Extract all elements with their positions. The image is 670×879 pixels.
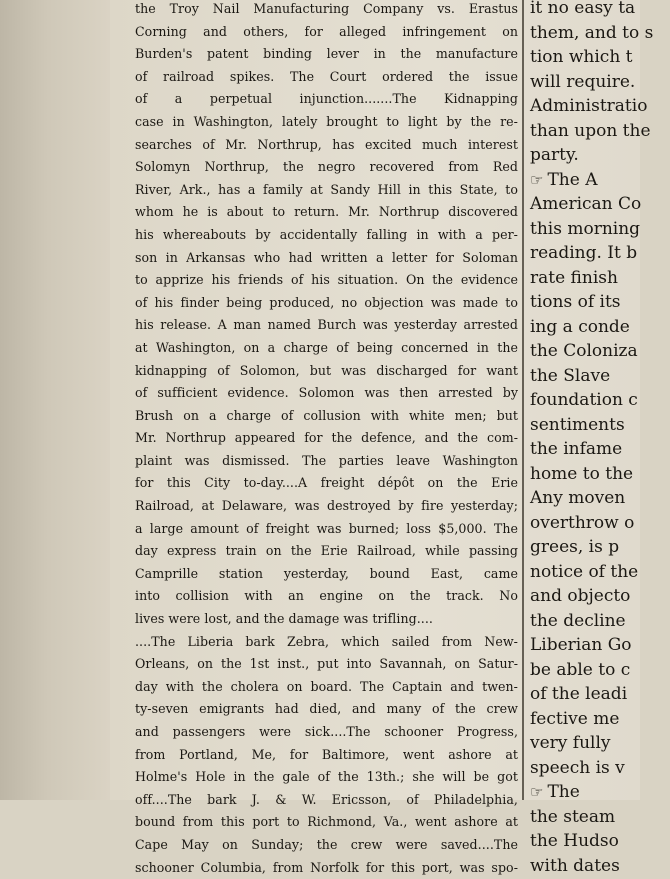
- article-line: it no easy ta: [530, 0, 636, 18]
- article-line: home to the: [530, 463, 634, 484]
- article-line-text: The: [547, 782, 580, 802]
- article-line: into collision with an engine on the track. No: [135, 588, 518, 604]
- article-line: at Washington, on a charge of being concerned in the: [135, 339, 518, 355]
- article-line: with dates: [530, 855, 620, 876]
- article-line: bound from this port to Richmond, Va., went ashore at: [135, 814, 518, 830]
- article-line: lives were lost, and the damage was trifling....: [135, 611, 433, 627]
- article-line: kidnapping of Solomon, but was discharged for want: [135, 362, 518, 378]
- article-line: day with the cholera on board. The Captain and twen-: [135, 678, 518, 694]
- article-line: a large amount of freight was burned; loss $5,000. The: [135, 520, 518, 536]
- article-line: be able to c: [530, 659, 631, 680]
- article-line: Administratio: [530, 96, 648, 116]
- article-line: tions of its: [530, 292, 621, 312]
- pointing-hand-icon: ☞: [530, 783, 544, 801]
- article-line: and passengers were sick....The schooner Progress,: [135, 724, 518, 739]
- article-line: the Hudso: [530, 831, 619, 851]
- article-line: this morning: [530, 218, 641, 239]
- article-line: son in Arkansas who had written a letter for Soloman: [135, 249, 518, 265]
- article-line: of railroad spikes. The Court ordered the issue: [135, 68, 518, 84]
- article-line: Burden's patent binding lever in the manufacture: [135, 46, 518, 62]
- article-line: overthrow o: [530, 512, 635, 533]
- article-line: schooner Columbia, from Norfolk for this port, was spo-: [135, 859, 518, 875]
- article-line: Liberian Go: [530, 635, 632, 655]
- article-line: American Co: [530, 194, 642, 214]
- article-line: speech is v: [530, 757, 625, 778]
- left-article-column: [135, 0, 518, 875]
- article-line: Railroad, at Delaware, was destroyed by fire yesterday;: [135, 498, 518, 514]
- article-line: the decline: [530, 610, 626, 631]
- article-line: Any moven: [530, 488, 626, 508]
- article-line: plaint was dismissed. The parties leave Washington: [135, 452, 518, 468]
- article-line: Solomyn Northrup, the negro recovered from Red: [135, 159, 518, 175]
- pointing-hand-icon: ☞: [530, 170, 544, 189]
- article-line: his release. A man named Burch was yesterday arrested: [135, 317, 518, 333]
- article-line: and objecto: [530, 586, 631, 606]
- article-line: for this City to-day....A freight dépôt on the Erie: [135, 475, 518, 491]
- article-line: notice of the: [530, 561, 639, 582]
- article-line: will require.: [530, 71, 636, 92]
- article-line: the infame: [530, 439, 623, 459]
- article-line-with-hand: [530, 780, 670, 805]
- article-line: the Slave: [530, 365, 611, 386]
- article-line: the Coloniza: [530, 341, 638, 361]
- article-line: ....The Liberia bark Zebra, which sailed from New-: [135, 633, 518, 649]
- article-line: of sufficient evidence. Solomon was then arrested by: [135, 385, 518, 401]
- article-line: sentiments: [530, 414, 625, 435]
- article-line: ty-seven emigrants had died, and many of the crew: [135, 701, 518, 717]
- article-line: fective me: [530, 708, 620, 729]
- article-line: from Portland, Me, for Baltimore, went ashore at: [135, 746, 518, 762]
- article-line: than upon the: [530, 120, 651, 141]
- article-line: Mr. Northrup appeared for the defence, and the com-: [135, 430, 518, 446]
- article-line: foundation c: [530, 390, 638, 410]
- article-line: very fully: [530, 733, 611, 753]
- article-line: off....The bark J. & W. Ericsson, of Philadelphia,: [135, 791, 518, 807]
- article-line: party.: [530, 145, 579, 165]
- article-line: of the leadi: [530, 684, 628, 704]
- article-line: tion which t: [530, 47, 633, 67]
- article-line: ing a conde: [530, 316, 630, 337]
- article-line: his whereabouts by accidentally falling in with a per-: [135, 226, 518, 242]
- article-line-text: The A: [547, 169, 598, 190]
- article-line: Orleans, on the 1st inst., put into Savannah, on Satur-: [135, 656, 518, 672]
- article-line: whom he is about to return. Mr. Northrup discovered: [135, 204, 518, 220]
- article-line: Cape May on Sunday; the crew were saved....The: [135, 836, 518, 852]
- article-line: them, and to s: [530, 22, 654, 43]
- article-line: day express train on the Erie Railroad, while passing: [135, 543, 518, 559]
- article-line-with-hand: [530, 168, 670, 193]
- article-line: of his finder being produced, no objection was made to: [135, 294, 518, 310]
- article-line: rate finish: [530, 267, 618, 288]
- right-article-column: [530, 0, 670, 876]
- article-line: of a perpetual injunction.......The Kidnapping: [135, 91, 518, 107]
- article-line: River, Ark., has a family at Sandy Hill in this State, to: [135, 181, 518, 197]
- article-line: searches of Mr. Northrup, has excited much interest: [135, 136, 518, 152]
- article-line: Brush on a charge of collusion with white men; but: [135, 407, 518, 423]
- page-gutter-shadow: [0, 0, 120, 800]
- article-line: the steam: [530, 806, 616, 827]
- article-line: the Troy Nail Manufacturing Company vs. Erastus: [135, 1, 518, 16]
- article-line: to apprize his friends of his situation. On the evidence: [135, 272, 518, 288]
- column-rule: [522, 0, 524, 800]
- article-line: case in Washington, lately brought to light by the re-: [135, 113, 518, 129]
- article-line: grees, is p: [530, 537, 620, 557]
- article-line: reading. It b: [530, 243, 638, 263]
- article-line: Holme's Hole in the gale of the 13th.; she will be got: [135, 769, 518, 785]
- article-line: Camprille station yesterday, bound East, came: [135, 565, 518, 581]
- article-line: Corning and others, for alleged infringement on: [135, 23, 518, 39]
